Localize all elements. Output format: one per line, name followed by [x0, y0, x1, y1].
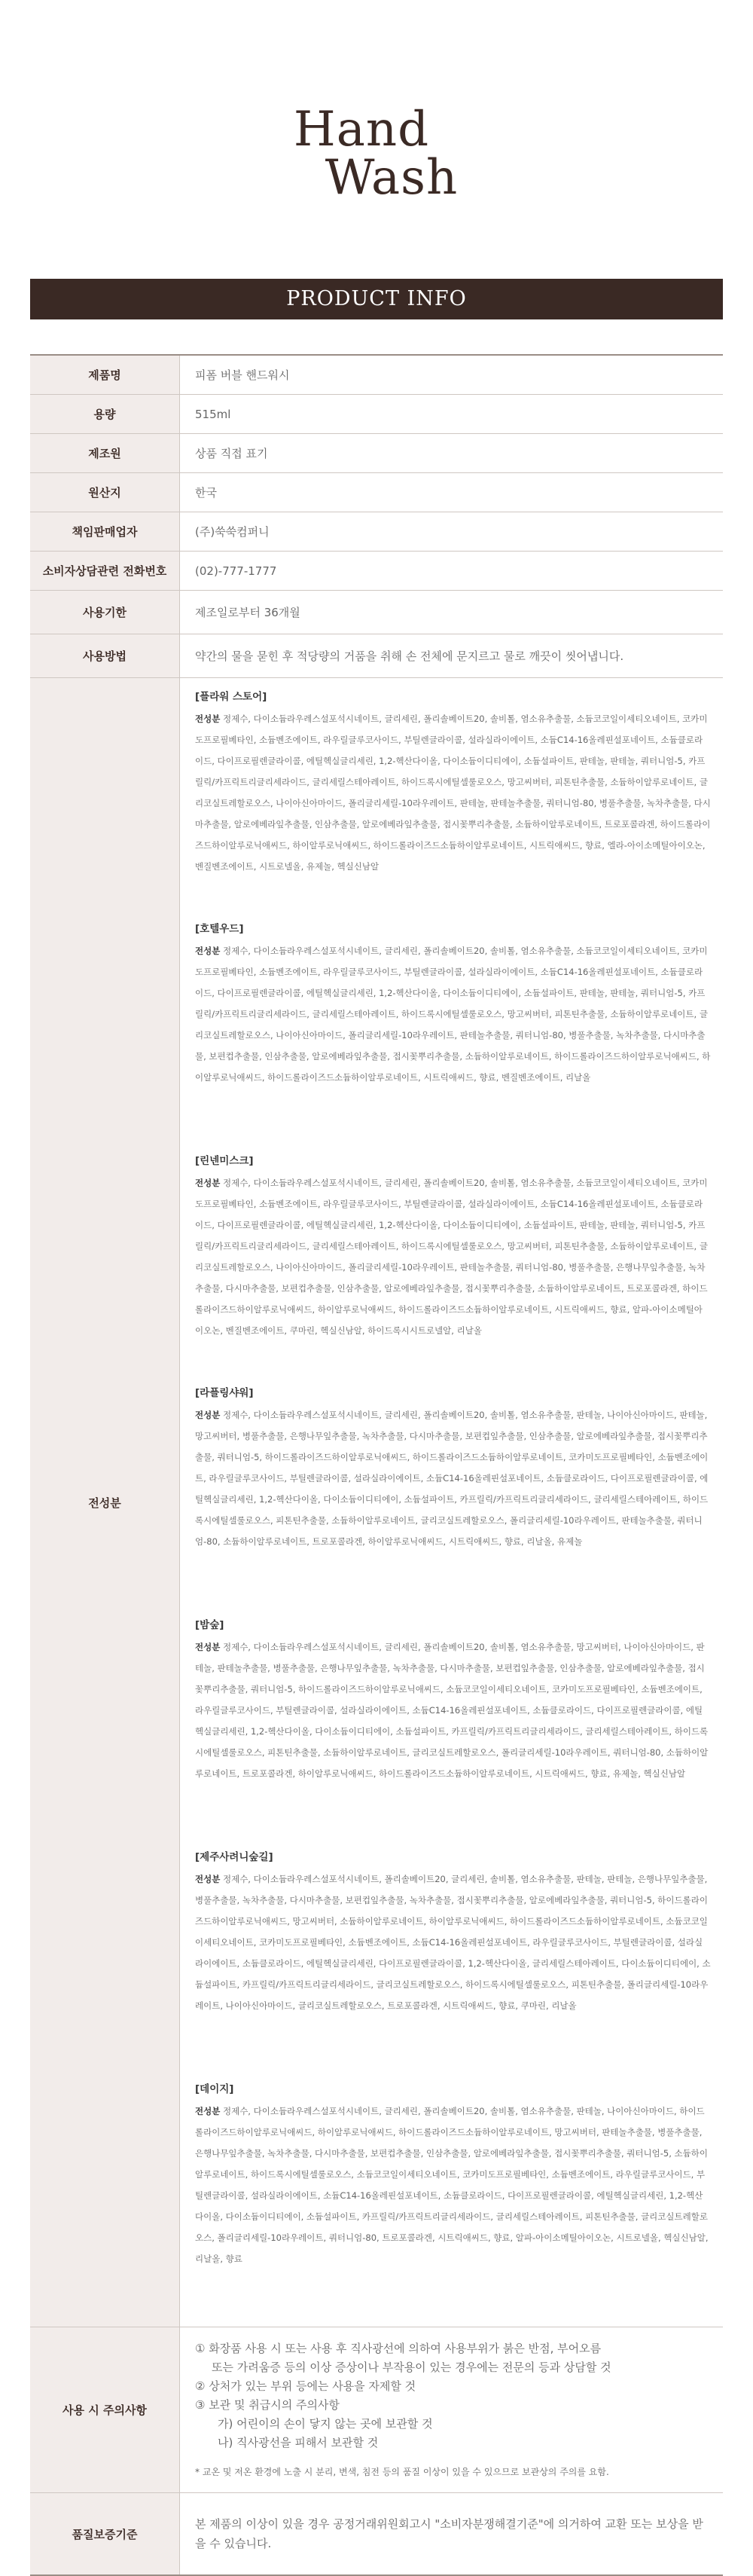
ingredient-prefix: 전성분: [195, 2106, 221, 2116]
table-row: [30, 473, 723, 512]
product-info-table: [30, 354, 723, 2576]
ingredient-list-text: 정제수, 다이소듐라우레스설포석시네이트, 글리세린, 폴리솔베이트20, 솔비톨, 염소유추출물, 소듐코코일이세티오네이트, 코카미도프로필베타인, 소듐벤조에이트, 라우릴글루코사이드, 부틸렌글라이콜, 설라실라이에이트, 소듐C14-16올레핀설포네이트, 소듐클로라이드, 다이프로필렌글라이콜, 에틸헥실글리세린, 1,2-헥산다이올, 다이소듐이디티에이, 소듐설파이트, 판테놀, 판테놀, 쿼터니엄-5, 카프릴릭/카프릭트리글리세라이드, 글리세릴스테아레이트, 하이드록시에틸셀룰로오스, 망고씨버터, 피톤틴추출물, 소듐하이알루로네이트, 글리코실트레할로오스, 나이아신아마이드, 폴리글리세릴-10라우레이트, 판테놀추출물, 쿼터니엄-80, 병풀추출물, 녹차추출물, 다시마추출물, 보편컵추출물, 인삼추출물, 알로에베라잎추출물, 접시꽃뿌리추출물, 소듐하이알루로네이트, 하이드롤라이즈드하이알루로닉애씨드, 하이알루로닉애씨드, 하이드롤라이즈드소듐하이알루로네이트, 시트릭애씨드, 향료, 벤질벤조에이트, 리날올: [195, 946, 711, 1083]
table-row: [30, 395, 723, 434]
caution-line: 나) 직사광선을 피해서 보관할 것: [218, 2436, 379, 2449]
label-manufacturer: 제조원: [30, 434, 180, 473]
ingredient-prefix: 전성분: [195, 1178, 221, 1188]
caution-line: 또는 가려움증 등의 이상 증상이나 부작용이 있는 경우에는 전문의 등과 상담할 것: [212, 2361, 611, 2374]
label-cs-phone: 소비자상담관련 전화번호: [30, 552, 180, 591]
ingredient-section-text: [195, 708, 711, 877]
ingredient-section-title: [밤숲]: [195, 1619, 224, 1631]
logo-line-hand: Hand: [293, 102, 430, 157]
ingredient-section-text: [195, 940, 711, 1088]
ingredient-section-text: [195, 1404, 711, 1552]
ingredient-section-title: [린넨미스크]: [195, 1155, 254, 1167]
ingredient-section: [195, 686, 711, 918]
ingredient-list-text: 정제수, 다이소듐라우레스설포석시네이트, 글리세린, 폴리솔베이트20, 솔비톨, 염소유추출물, 소듐코코일이세티오네이트, 코카미도프로필베타인, 소듐벤조에이트, 라우릴글루코사이드, 부틸렌글라이콜, 설라실라이에이트, 소듐C14-16올레핀설포네이트, 소듐클로라이드, 다이프로필렌글라이콜, 에틸헥실글리세린, 1,2-헥산다이올, 다이소듐이디티에이, 소듐설파이트, 판테놀, 판테놀, 쿼터니엄-5, 카프릴릭/카프릭트리글리세라이드, 글리세릴스테아레이트, 하이드록시에틸셀룰로오스, 망고씨버터, 피톤틴추출물, 소듐하이알루로네이트, 글리코실트레할로오스, 나이아신아마이드, 폴리글리세릴-10라우레이트, 판테놀, 판테놀추출물, 쿼터니엄-80, 병풀추출물, 녹차추출물, 다시마추출물, 알로에베라잎추출물, 인삼추출물, 알로에베라잎추출물, 접시꽃뿌리추출물, 소듐하이알루로네이트, 트로포콜라겐, 하이드롤라이즈드하이알루로닉애씨드, 하이알루로닉애씨드, 하이드롤라이즈드소듐하이알루로네이트, 시트릭애씨드, 향료, 엘라-아이소메틸아이오논, 벤질벤조에이트, 시트로넬올, 유제놀, 헥실신남알: [195, 714, 711, 872]
ingredient-prefix: 전성분: [195, 714, 221, 724]
table-row: [30, 591, 723, 634]
ingredient-section-title: [플라워 스토어]: [195, 691, 267, 703]
ingredient-section: [195, 1150, 711, 1382]
value-origin: 한국: [180, 473, 724, 512]
caution-note: * 교온 및 저온 환경에 노출 시 분리, 변색, 침전 등의 품질 이상이 있을 수 있으므로 보관상의 주의를 요함.: [195, 2467, 609, 2477]
table-row: [30, 355, 723, 395]
table-row: [30, 512, 723, 552]
ingredient-section: [195, 1382, 711, 1614]
logo: [0, 102, 753, 206]
ingredient-section: [195, 2078, 711, 2310]
ingredient-prefix: 전성분: [195, 1874, 221, 1884]
table-row: [30, 434, 723, 473]
product-info-header: PRODUCT INFO: [30, 279, 723, 319]
table-row: [30, 2493, 723, 2576]
ingredient-section: [195, 918, 711, 1150]
ingredients-list: [195, 686, 711, 2319]
ingredient-list-text: 정제수, 다이소듐라우레스설포석시네이트, 글리세린, 폴리솔베이트20, 솔비톨, 염소유추출물, 소듐코코일이세티오네이트, 코카미도프로필베타인, 소듐벤조에이트, 라우릴글루코사이드, 부틸렌글라이콜, 설라실라이에이트, 소듐C14-16올레핀설포네이트, 소듐클로라이드, 다이프로필렌글라이콜, 에틸헥실글리세린, 1,2-헥산다이올, 다이소듐이디티에이, 소듐설파이트, 판테놀, 판테놀, 쿼터니엄-5, 카프릴릭/카프릭트리글리세라이드, 글리세릴스테아레이트, 하이드록시에틸셀룰로오스, 망고씨버터, 피톤틴추출물, 소듐하이알루로네이트, 글리코실트레할로오스, 나이아신아마이드, 폴리글리세릴-10라우레이트, 판테놀추출물, 쿼터니엄-80, 병풀추출물, 은행나무잎추출물, 녹차추출물, 다시마추출물, 보편컵추출물, 인삼추출물, 알로에베라잎추출물, 접시꽃뿌리추출물, 소듐하이알루로네이트, 트로포콜라겐, 하이드롤라이즈드하이알루로닉애씨드, 하이알루로닉애씨드, 하이드롤라이즈드소듐하이알루로네이트, 시트릭애씨드, 향료, 알파-아이소메틸아이오논, 벤질벤조에이트, 쿠마린, 헥실신남알, 하이드록시시트로넬알, 리날올: [195, 1178, 708, 1336]
value-seller: (주)쑥쑥컴퍼니: [180, 512, 724, 552]
label-seller: 책임판매업자: [30, 512, 180, 552]
ingredient-section-text: [195, 1172, 711, 1341]
ingredient-list-text: 정제수, 다이소듐라우레스설포석시네이트, 글리세린, 폴리솔베이트20, 솔비톨, 염소유추출물, 망고씨버터, 나이아신아마이드, 판테놀, 판테놀추출물, 병풀추출물, 은행나무잎추출물, 녹차추출물, 다시마추출물, 보편컵잎추출물, 인삼추출물, 알로에베라잎추출물, 접시꽃뿌리추출물, 쿼터니엄-5, 하이드롤라이즈드하이알루로닉애씨드, 소듐코코일이세티오네이트, 코카미도프로필베타인, 소듐벤조에이트, 라우릴글루코사이드, 부틸렌글라이콜, 설라실라이에이트, 소듐C14-16올레핀설포네이트, 소듐클로라이드, 다이프로필렌글라이콜, 에틸헥실글리세린, 1,2-헥산다이올, 다이소듐이디티에이, 소듐설파이트, 카프릴릭/카프릭트리글리세라이드, 글리세릴스테아레이트, 하이드록시에틸셀룰로오스, 피톤틴추출물, 소듐하이알루로네이트, 글리코실트레할로오스, 폴리글리세릴-10라우레이트, 쿼터니엄-80, 소듐하이알루로네이트, 트로포콜라겐, 하이알루로닉애씨드, 하이드롤라이즈드소듐하이알루로네이트, 시트릭애씨드, 향료, 유제놀, 헥실신남알: [195, 1642, 709, 1779]
label-ingredients: 전성분: [30, 678, 180, 2327]
value-quality: 본 제품의 이상이 있을 경우 공정거래위원회고시 "소비자분쟁해결기준"에 의거하여 교환 또는 보상을 받을 수 있습니다.: [180, 2493, 724, 2576]
label-usage: 사용방법: [30, 634, 180, 678]
caution-line: ② 상처가 있는 부위 등에는 사용을 자제할 것: [195, 2379, 416, 2393]
ingredient-section-title: [제주사려니숲길]: [195, 1851, 273, 1863]
ingredient-section: [195, 1846, 711, 2078]
label-quality: 품질보증기준: [30, 2493, 180, 2576]
caution-cell: [180, 2327, 724, 2493]
caution-line: 가) 어린이의 손이 닿지 않는 곳에 보관할 것: [218, 2417, 433, 2431]
logo-line-wash: Wash: [325, 150, 459, 206]
ingredient-list-text: 정제수, 다이소듐라우레스설포석시네이트, 글리세린, 폴리솔베이트20, 솔비톨, 염소유추출물, 판테놀, 나이아신아마이드, 판테놀, 망고씨버터, 병풀추출물, 은행나무잎추출물, 녹차추출물, 다시마추출물, 보편컵잎추출물, 인삼추출물, 알로에베라잎추출물, 접시꽃뿌리추출물, 쿼터니엄-5, 하이드롤라이즈드하이알루로닉애씨드, 하이드롤라이즈드소듐하이알루로네이트, 코카미도프로필베타인, 소듐벤조에이트, 라우릴글루코사이드, 부틸렌글라이콜, 설라실라이에이트, 소듐C14-16올레핀설포네이트, 소듐클로라이드, 다이프로필렌글라이콜, 에틸헥실글리세린, 1,2-헥산다이올, 다이소듐이디티에이, 소듐설파이트, 카프릴릭/카프릭트리글리세라이드, 글리세릴스테아레이트, 하이드록시에틸셀룰로오스, 피톤틴추출물, 소듐하이알루로네이트, 글리코실트레할로오스, 폴리글리세릴-10라우레이트, 판테놀추출물, 쿼터니엄-80, 소듐하이알루로네이트, 트로포콜라겐, 하이알루로닉애씨드, 시트릭애씨드, 향료, 리날올, 유제놀: [195, 1410, 709, 1547]
table-row: [30, 634, 723, 678]
table-row: [30, 2327, 723, 2493]
ingredient-section-title: [호텔우드]: [195, 923, 244, 935]
ingredient-list-text: 정제수, 다이소듐라우레스설포석시네이트, 폴리솔베이트20, 글리세린, 솔비톨, 염소유추출물, 판테놀, 판테놀, 은행나무잎추출물, 병풀추출물, 녹차추출물, 다시마추출물, 보편컵잎추출물, 녹차추출물, 접시꽃뿌리추출물, 알로에베라잎추출물, 쿼터니엄-5, 하이드롤라이즈드하이알루로닉애씨드, 망고씨버터, 소듐하이알루로네이트, 하이알루로닉애씨드, 하이드롤라이즈드소듐하이알루로네이트, 소듐코코일이세티오네이트, 코카미도프로필베타인, 소듐벤조에이트, 소듐C14-16올레핀설포네이트, 라우릴글루코사이드, 부틸렌글라이콜, 설라실라이에이트, 소듐클로라이드, 에틸헥실글리세린, 다이프로필렌글라이콜, 1,2-헥산다이올, 글리세릴스테아레이트, 다이소듐이디티에이, 소듐설파이트, 카프릴릭/카프릭트리글리세라이드, 글리코실트레할로오스, 하이드록시에틸셀룰로오스, 피톤틴추출물, 폴리글리세릴-10라우레이트, 나이아신아마이드, 글리코실트레할로오스, 트로포콜라겐, 시트릭애씨드, 향료, 쿠마린, 리날올: [195, 1874, 711, 2011]
table-row: [30, 678, 723, 2327]
ingredient-section-text: [195, 1869, 711, 2016]
caution-line: ① 화장품 사용 시 또는 사용 후 직사광선에 의하여 사용부위가 붉은 반점, 부어오름: [195, 2342, 602, 2355]
ingredient-section-text: [195, 2101, 711, 2269]
label-expiry: 사용기한: [30, 591, 180, 634]
ingredient-prefix: 전성분: [195, 1410, 221, 1420]
ingredient-section-title: [데이지]: [195, 2083, 234, 2095]
value-product-name: 피폼 버블 핸드워시: [180, 355, 724, 395]
value-manufacturer: 상품 직접 표기: [180, 434, 724, 473]
value-expiry: 제조일로부터 36개월: [180, 591, 724, 634]
ingredient-section-text: [195, 1636, 711, 1784]
value-cs-phone: (02)-777-1777: [180, 552, 724, 591]
value-usage: 약간의 물을 묻힌 후 적당량의 거품을 취해 손 전체에 문지르고 물로 깨끗이 씻어냅니다.: [180, 634, 724, 678]
label-caution: 사용 시 주의사항: [30, 2327, 180, 2493]
ingredient-prefix: 전성분: [195, 946, 221, 956]
value-capacity: 515ml: [180, 395, 724, 434]
ingredient-prefix: 전성분: [195, 1642, 221, 1652]
ingredient-section-title: [라플링샤워]: [195, 1387, 254, 1399]
table-row: [30, 552, 723, 591]
ingredient-list-text: 정제수, 다이소듐라우레스설포석시네이트, 글리세린, 폴리솔베이트20, 솔비톨, 염소유추출물, 판테놀, 나이아신아마이드, 하이드롤라이즈드하이알루로닉애씨드, 하이알루로닉애씨드, 하이드롤라이즈드소듐하이알루로네이트, 망고씨버터, 판테놀추출물, 병풀추출물, 은행나무잎추출물, 녹차추출물, 다시마추출물, 보편컵추출물, 인삼추출물, 알로에베라잎추출물, 접시꽃뿌리추출물, 쿼터니엄-5, 소듐하이알루로네이트, 하이드록시에틸셀룰로오스, 소듐코코일이세티오네이트, 코카미도프로필베타인, 소듐벤조에이트, 라우릴글루코사이드, 부틸렌글라이콜, 설라실라이에이트, 소듐C14-16올레핀설포네이트, 소듐클로라이드, 다이프로필렌글라이콜, 에틸헥실글리세린, 1,2-헥산다이올, 다이소듐이디티에이, 소듐설파이트, 카프릴릭/카프릭트리글리세라이드, 글리세릴스테아레이트, 피톤틴추출물, 글리코실트레할로오스, 폴리글리세릴-10라우레이트, 쿼터니엄-80, 트로포콜라겐, 시트릭애씨드, 향료, 알파-아이소메틸아이오논, 시트로넬올, 헥실신남알, 리날올, 향료: [195, 2106, 709, 2264]
label-product-name: 제품명: [30, 355, 180, 395]
label-origin: 원산지: [30, 473, 180, 512]
caution-line: ③ 보관 및 취급시의 주의사항: [195, 2398, 340, 2412]
label-capacity: 용량: [30, 395, 180, 434]
ingredient-section: [195, 1614, 711, 1846]
ingredients-cell: [180, 678, 724, 2327]
